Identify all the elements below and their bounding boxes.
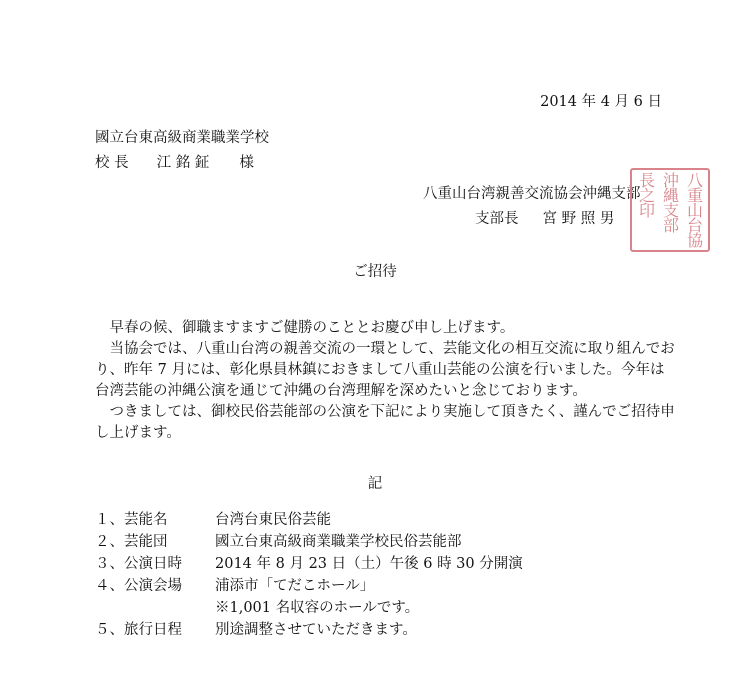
item-value: 浦添市「てだこホール」: [215, 578, 375, 594]
body-paragraph: 早春の候、御職ますますご健勝のこととお慶び申し上げます。: [109, 320, 515, 336]
item-value: 別途調整させていただきます。: [215, 622, 417, 638]
sender-line: [423, 209, 641, 234]
details-heading: 記: [367, 476, 383, 492]
body-paragraph: つきましては、御校民俗芸能部の公演を下記により実施して頂きたく、謹んでご招待申し上げます。: [95, 404, 675, 441]
letter-date: 2014 年 4 月 6 日: [540, 94, 662, 110]
sender-block: [423, 184, 641, 234]
body-paragraph: 当協会では、八重山台湾の親善交流の一環として、芸能文化の相互交流に取り組んでおり、昨年 7 月には、彰化県員林鎮におきまして八重山芸能の公演を行いました。今年は台湾芸能の沖縄公演を通じて沖縄の台湾理解を深めたいと念じております。: [95, 341, 675, 399]
recipient-school: 國立台東高級商業職業学校: [95, 130, 269, 146]
seal-column-2: 沖縄支部: [660, 172, 680, 232]
sender-title: 支部長: [475, 211, 519, 227]
item-note: ※1,001 名収容のホールです。: [215, 600, 420, 616]
seal-column-1: 八重山台協: [684, 172, 704, 247]
letter-body: [95, 318, 675, 444]
item-label: ４、公演会場: [95, 578, 182, 594]
recipient-name: 江 銘 鉦: [156, 155, 210, 171]
recipient-title: 校 長: [95, 155, 129, 171]
seal-column-3: 長之印: [636, 172, 656, 217]
item-label: ５、旅行日程: [95, 622, 182, 638]
item-value: 2014 年 8 月 23 日（土）午後 6 時 30 分開演: [215, 556, 523, 572]
letter-heading: ご招待: [353, 264, 397, 280]
item-label: ３、公演日時: [95, 556, 182, 572]
item-label: １、芸能名: [95, 512, 168, 528]
sender-name: 宮 野 照 男: [542, 211, 615, 227]
sender-org: 八重山台湾親善交流協会沖縄支部: [423, 186, 641, 202]
item-label: ２、芸能団: [95, 534, 168, 550]
recipient-honorific: 様: [239, 155, 254, 171]
official-seal-stamp: [630, 168, 710, 252]
recipient-block: [95, 128, 269, 178]
recipient-line: [95, 153, 269, 178]
item-value: 台湾台東民俗芸能: [215, 512, 331, 528]
item-value: 國立台東高級商業職業学校民俗芸能部: [215, 534, 462, 550]
